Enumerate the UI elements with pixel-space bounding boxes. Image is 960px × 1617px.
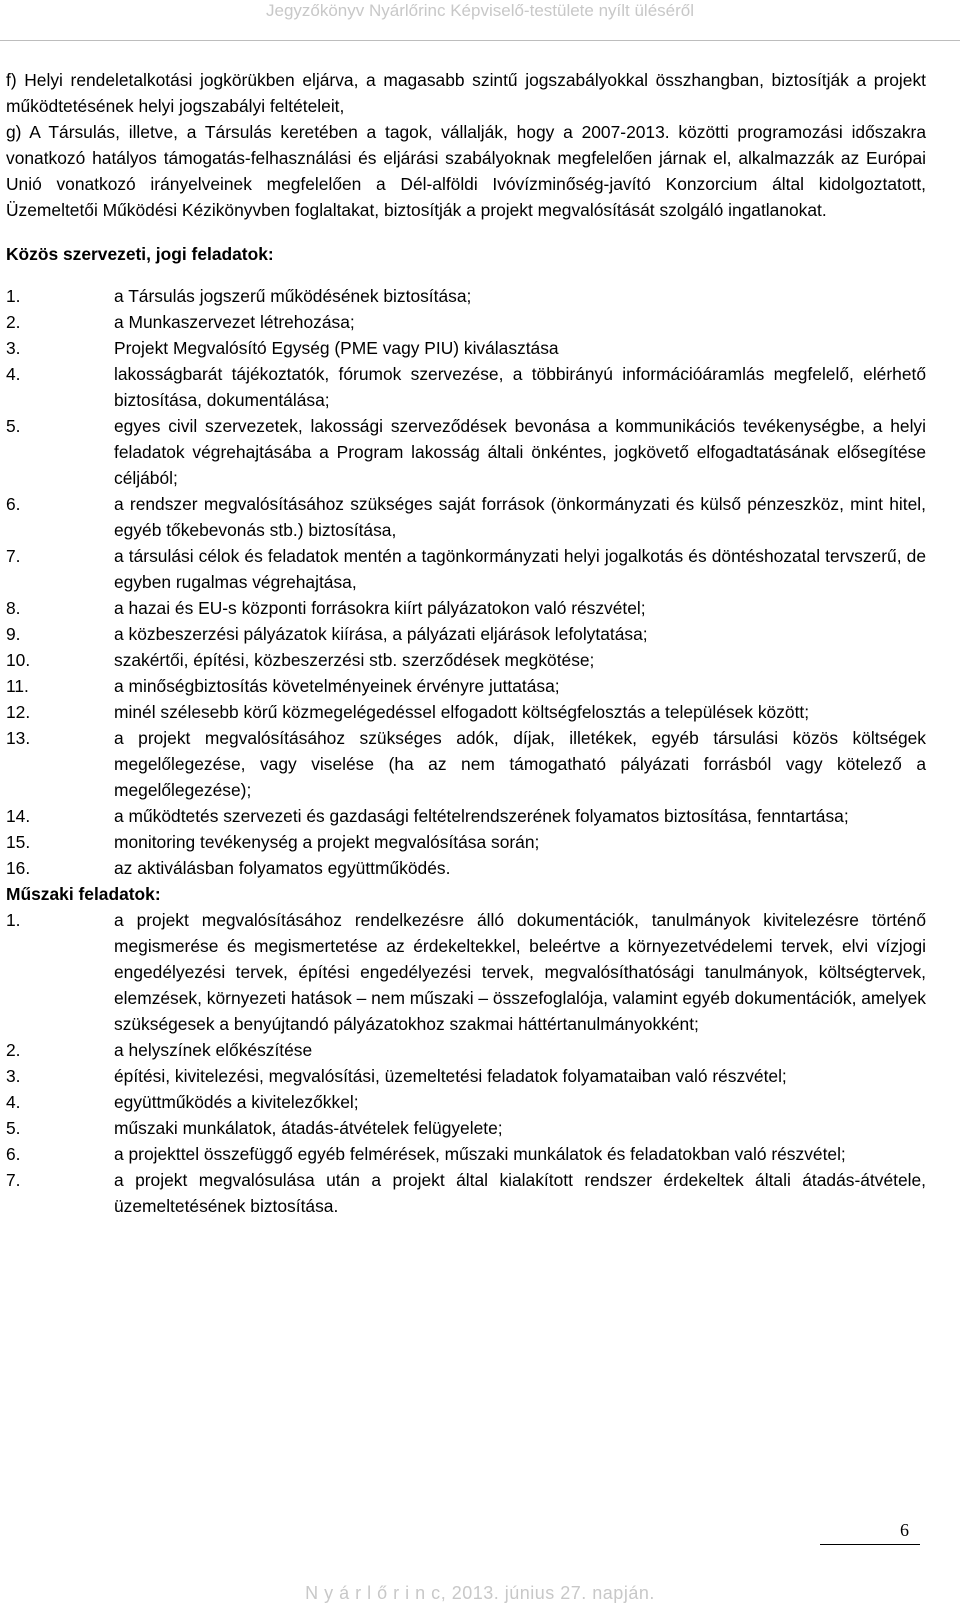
- list-item-number: 3.: [6, 338, 21, 358]
- header-divider: [0, 40, 960, 41]
- header-title: Jegyzőkönyv Nyárlőrinc Képviselő-testülete nyílt üléséről: [265, 1, 695, 20]
- list-item-number: 6.: [6, 1144, 21, 1164]
- list-item: [6, 699, 926, 725]
- list-item-number: 4.: [6, 1092, 21, 1112]
- list-item-number: 10.: [6, 650, 31, 670]
- list-item-number: 4.: [6, 364, 21, 384]
- list-item-number: 1.: [6, 286, 21, 306]
- list-item-text: a társulási célok és feladatok mentén a tagönkormányzati helyi jogalkotás és döntéshozatal tervszerű, de egyben rugalmas végrehajtása,: [114, 546, 926, 592]
- list-item: [6, 855, 926, 881]
- footer-place: N y á r l ő r i n c: [305, 1583, 441, 1603]
- paragraph-g: g) A Társulás, illetve, a Társulás keretében a tagok, vállalják, hogy a 2007-2013. közötti programozási időszakra vonatkozó hatályos támogatás-felhasználási és eljárási szabályoknak megfelelően járnak el, alkalmazzák az Európai Unió vonatkozó irányelveinek megfelelően a Dél-alföldi Ivóvízminőség-javító Konzorcium által kidolgoztatott, Üzemeltetői Működési Kézikönyvben foglaltakat, biztosítják a projekt megvalósítását szolgáló ingatlanokat.: [6, 122, 926, 220]
- list-item: [6, 491, 926, 543]
- list-item: [6, 829, 926, 855]
- list-item-number: 9.: [6, 624, 21, 644]
- list-item-number: 11.: [6, 676, 29, 696]
- list-item-number: 3.: [6, 1066, 21, 1086]
- list-item-text: a projekttel összefüggő egyéb felmérések, műszaki munkálatok és feladatokban való részvétel;: [114, 1144, 846, 1164]
- list-item-text: Projekt Megvalósító Egység (PME vagy PIU) kiválasztása: [114, 338, 559, 358]
- page-header: [0, 0, 960, 24]
- list-item: [6, 1167, 926, 1219]
- list-item-text: a helyszínek előkészítése: [114, 1040, 313, 1060]
- list-item-text: a működtetés szervezeti és gazdasági feltételrendszerének folyamatos biztosítása, fenntartása;: [114, 806, 849, 826]
- organizational-tasks-list: [6, 283, 926, 881]
- list-item: [6, 907, 926, 1037]
- document-body: [6, 67, 926, 1219]
- list-item-text: együttműködés a kivitelezőkkel;: [114, 1092, 359, 1112]
- list-item: [6, 413, 926, 491]
- list-item: [6, 361, 926, 413]
- list-item-text: műszaki munkálatok, átadás-átvételek felügyelete;: [114, 1118, 503, 1138]
- list-item-text: a rendszer megvalósításához szükséges saját források (önkormányzati és külső pénzeszköz, mint hitel, egyéb tőkebevonás stb.) biztosítása,: [114, 494, 926, 540]
- list-item-text: az aktiválásban folyamatos együttműködés.: [114, 858, 451, 878]
- list-item-text: építési, kivitelezési, megvalósítási, üzemeltetési feladatok folyamataiban való részvétel;: [114, 1066, 787, 1086]
- list-item: [6, 647, 926, 673]
- list-item-number: 7.: [6, 546, 21, 566]
- list-item-text: monitoring tevékenység a projekt megvalósítása során;: [114, 832, 540, 852]
- footer-date: , 2013. június 27. napján.: [440, 1583, 655, 1603]
- list-item-number: 5.: [6, 1118, 21, 1138]
- list-item-number: 1.: [6, 910, 21, 930]
- list-item-text: szakértői, építési, közbeszerzési stb. szerződések megkötése;: [114, 650, 595, 670]
- list-item: [6, 309, 926, 335]
- list-item-number: 14.: [6, 806, 31, 826]
- page-number-rule: [820, 1544, 920, 1545]
- technical-tasks-list: [6, 907, 926, 1219]
- paragraph-f: f) Helyi rendeletalkotási jogkörükben eljárva, a magasabb szintű jogszabályokkal összhangban, biztosítják a projekt működtetésének helyi jogszabályi feltételeit,: [6, 70, 926, 116]
- list-item-text: a projekt megvalósításához rendelkezésre álló dokumentációk, tanulmányok kivitelezésre történő megismerése és megismertetése az érdekeltekkel, beleértve a környezetvédelemi tervek, elvi vízjogi engedélyezési tervek, építési engedélyezési tervek, megvalósíthatósági tanulmányok, költségtervek, elemzések, környezeti hatások – nem műszaki – összefoglalója, valamint egyéb dokumentációk, amelyek szükségesek a benyújtandó pályázatokhoz szakmai háttértanulmányokként;: [114, 910, 926, 1034]
- list-item-number: 12.: [6, 702, 31, 722]
- list-item-text: a közbeszerzési pályázatok kiírása, a pályázati eljárások lefolytatása;: [114, 624, 648, 644]
- page-number: 6: [900, 1520, 909, 1540]
- list-item: [6, 673, 926, 699]
- list-item: [6, 283, 926, 309]
- list-item-text: a Munkaszervezet létrehozása;: [114, 312, 355, 332]
- list-item-text: a projekt megvalósításához szükséges adók, díjak, illetékek, egyéb társulási közös költségek megelőlegezése, vagy viselése (ha az nem támogatható pályázati forrásból vagy kötelező a megelőlegezése);: [114, 728, 926, 800]
- list-item: [6, 595, 926, 621]
- list-item-text: lakosságbarát tájékoztatók, fórumok szervezése, a többirányú információáramlás megfelelő, elérhető biztosítása, dokumentálása;: [114, 364, 926, 410]
- list-item-number: 2.: [6, 1040, 21, 1060]
- list-item: [6, 1141, 926, 1167]
- list-item: [6, 335, 926, 361]
- section-heading-technical: Műszaki feladatok:: [6, 884, 161, 904]
- list-item: [6, 621, 926, 647]
- list-item-number: 15.: [6, 832, 31, 852]
- list-item-text: a minőségbiztosítás követelményeinek érvényre juttatása;: [114, 676, 560, 696]
- list-item-number: 13.: [6, 728, 31, 748]
- list-item-text: a Társulás jogszerű működésének biztosítása;: [114, 286, 472, 306]
- list-item-number: 16.: [6, 858, 31, 878]
- list-item: [6, 803, 926, 829]
- list-item: [6, 1089, 926, 1115]
- list-item: [6, 1037, 926, 1063]
- list-item-number: 2.: [6, 312, 21, 332]
- list-item-text: a projekt megvalósulása után a projekt által kialakított rendszer érdekeltek általi átadás-átvétele, üzemeltetésének biztosítása.: [114, 1170, 926, 1216]
- section-heading-organizational: Közös szervezeti, jogi feladatok:: [6, 244, 274, 264]
- list-item-number: 6.: [6, 494, 21, 514]
- list-item-text: minél szélesebb körű közmegelégedéssel elfogadott költségfelosztás a települések között;: [114, 702, 810, 722]
- list-item-number: 8.: [6, 598, 21, 618]
- list-item: [6, 725, 926, 803]
- list-item-number: 5.: [6, 416, 21, 436]
- list-item: [6, 1063, 926, 1089]
- list-item-text: a hazai és EU-s központi forrásokra kiírt pályázatokon való részvétel;: [114, 598, 646, 618]
- list-item: [6, 543, 926, 595]
- list-item-number: 7.: [6, 1170, 21, 1190]
- list-item: [6, 1115, 926, 1141]
- page-footer: [0, 1583, 960, 1604]
- list-item-text: egyes civil szervezetek, lakossági szerveződések bevonása a kommunikációs tevékenységbe, a helyi feladatok végrehajtásába a Program lakosság általi önkéntes, jogkövető elfogadtatásának elősegítése céljából;: [114, 416, 926, 488]
